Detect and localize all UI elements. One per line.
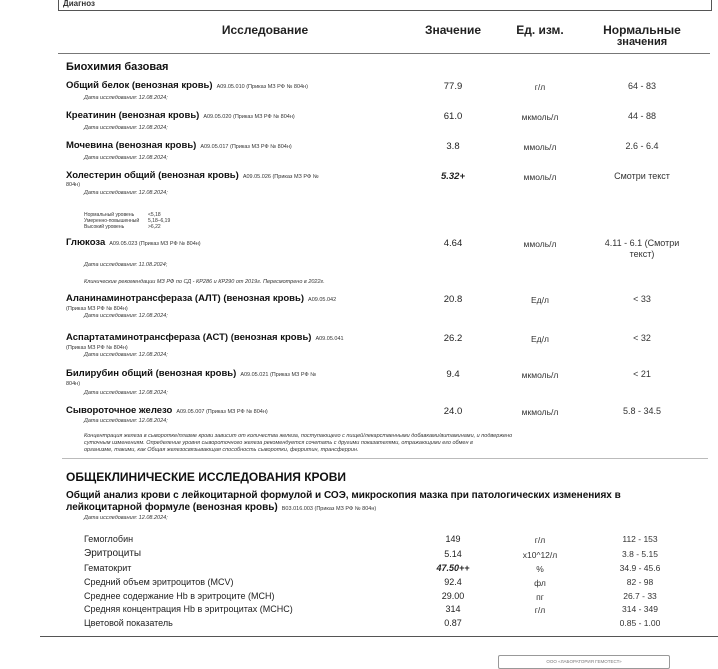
test-ref: A09.05.017 (Приказ МЗ РФ № 804н)	[200, 144, 292, 150]
test-name-bilirubin	[66, 368, 316, 381]
cbc-ref: B03.016.003 (Приказ МЗ РФ № 804н)	[281, 506, 377, 512]
unit-urea: ммоль/л	[523, 142, 557, 152]
cbc-value-mch: 29.00	[441, 591, 465, 601]
norm-iron: 5.8 - 34.5	[622, 406, 662, 416]
test-ref-cont: (Приказ МЗ РФ № 804н)	[66, 306, 128, 312]
lab-stamp-text: ООО «ЛАБОРАТОРИЯ ГЕМОТЕСТ»	[546, 659, 622, 664]
norm-alt: < 33	[633, 294, 651, 304]
test-ref-cont: 804н)	[66, 182, 81, 188]
cbc-norm-hct: 34.9 - 45.6	[619, 563, 661, 573]
section-clinical: ОБЩЕКЛИНИЧЕСКИЕ ИССЛЕДОВАНИЯ КРОВИ	[66, 470, 346, 484]
cbc-title-line1: Общий анализ крови с лейкоцитарной формулой и СОЭ, микроскопия мазка при патологических изменениях в	[66, 490, 621, 501]
test-date: Дата исследования: 12.08.2024;	[84, 95, 168, 101]
diagnosis-label: Диагноз	[63, 0, 95, 8]
test-name-protein	[66, 80, 308, 93]
cbc-name-mcv: Средний объем эритроцитов (MCV)	[84, 577, 234, 587]
test-date: Дата исследования: 12.08.2024;	[84, 390, 168, 396]
test-name-text: Аланинаминотрансфераза (АЛТ) (венозная кровь)	[66, 293, 305, 304]
cbc-value-hct: 47.50++	[436, 563, 470, 573]
test-name-alt	[66, 293, 336, 306]
test-name-iron	[66, 405, 268, 418]
test-name-text: Общий белок (венозная кровь)	[66, 80, 213, 91]
cbc-unit-rbc: x10^12/л	[522, 550, 558, 560]
chol-level-label: Высокий уровень	[84, 224, 125, 230]
chol-level-label: Нормальный уровень	[84, 212, 135, 218]
test-name-urea	[66, 140, 292, 153]
diagnosis-box	[58, 0, 712, 11]
header-divider	[58, 53, 710, 54]
chol-level-value: 5,18–6,19	[148, 218, 171, 224]
test-name-creatinine	[66, 110, 295, 123]
unit-alt: Ед/л	[531, 295, 549, 305]
value-cholesterol: 5.32+	[440, 171, 466, 182]
value-urea: 3.8	[446, 141, 460, 152]
value-alt: 20.8	[443, 294, 463, 305]
test-name-text: Глюкоза	[66, 237, 106, 248]
header-norm-line1: Нормальные	[603, 23, 681, 37]
test-date: Дата исследования: 12.08.2024;	[84, 352, 168, 358]
unit-iron: мкмоль/л	[521, 407, 559, 417]
norm-urea: 2.6 - 6.4	[625, 141, 659, 151]
cbc-date: Дата исследования: 12.08.2024;	[84, 515, 168, 521]
test-date: Дата исследования: 11.08.2024;	[84, 262, 168, 268]
test-date: Дата исследования: 12.08.2024;	[84, 418, 168, 424]
test-ref: A09.05.041	[315, 336, 344, 342]
cbc-norm-mcv: 82 - 98	[626, 577, 654, 587]
norm-line: 4.11 - 6.1 (Смотри	[604, 238, 680, 248]
cbc-title	[66, 490, 706, 515]
cbc-norm-mchc: 314 - 349	[622, 604, 658, 614]
unit-cholesterol: ммоль/л	[523, 172, 557, 182]
norm-glucose	[582, 238, 702, 260]
test-ref: A09.05.023 (Приказ МЗ РФ № 804н)	[109, 241, 201, 247]
unit-protein: г/л	[534, 82, 546, 92]
iron-note-line: Концентрация железа в сыворотке/плазме крови зависит от количества железа, поступающего с пищей/лекарственными добавками/витаминами, и подвержено	[84, 433, 513, 439]
cbc-unit-mcv: фл	[534, 578, 546, 588]
cbc-name-ci: Цветовой показатель	[84, 618, 173, 628]
cbc-value-rbc: 5.14	[444, 549, 462, 559]
cbc-unit-hct: %	[536, 564, 544, 574]
unit-bilirubin: мкмоль/л	[521, 370, 559, 380]
test-date: Дата исследования: 12.08.2024;	[84, 155, 168, 161]
test-name-text: Билирубин общий (венозная кровь)	[66, 368, 237, 379]
cbc-name-hgb: Гемоглобин	[84, 534, 134, 544]
cbc-value-mchc: 314	[445, 604, 461, 614]
cbc-name-mchc: Средняя концентрация Hb в эритроцитах (MCHC)	[84, 604, 293, 614]
value-glucose: 4.64	[443, 238, 463, 249]
cbc-norm-mch: 26.7 - 33	[623, 591, 657, 601]
norm-cholesterol: Смотри текст	[614, 171, 670, 181]
chol-level-label: Умеренно-повышенный	[84, 218, 140, 224]
chol-level-value: >6,22	[148, 224, 161, 230]
test-ref: A09.05.010 (Приказ МЗ РФ № 804н)	[216, 84, 308, 90]
cbc-unit-mchc: г/л	[534, 605, 546, 615]
section-biochem: Биохимия базовая	[66, 61, 169, 73]
header-test: Исследование	[221, 23, 309, 37]
test-ref-cont: 804н)	[66, 381, 81, 387]
test-ref: A09.05.026 (Приказ МЗ РФ №	[242, 174, 319, 180]
value-iron: 24.0	[443, 406, 463, 417]
chol-level-values	[148, 212, 198, 230]
value-protein: 77.9	[443, 81, 463, 92]
test-name-text: Холестерин общий (венозная кровь)	[66, 170, 239, 181]
cbc-value-mcv: 92.4	[444, 577, 462, 587]
test-name-text: Мочевина (венозная кровь)	[66, 140, 197, 151]
test-ref: A09.05.007 (Приказ МЗ РФ № 804н)	[176, 409, 268, 415]
norm-bilirubin: < 21	[633, 369, 651, 379]
test-ref: A09.05.021 (Приказ МЗ РФ №	[240, 372, 317, 378]
norm-protein: 64 - 83	[627, 81, 657, 91]
cbc-name-hct: Гематокрит	[84, 563, 132, 573]
cbc-name-mch: Среднее содержание Hb в эритроците (MCH)	[84, 591, 275, 601]
norm-line: текст)	[629, 249, 655, 259]
test-ref-cont: (Приказ МЗ РФ № 804н)	[66, 345, 128, 351]
test-name-ast	[66, 332, 344, 345]
value-ast: 26.2	[443, 333, 463, 344]
header-unit: Ед. изм.	[516, 23, 564, 37]
lab-stamp	[498, 655, 670, 669]
test-ref: A09.05.042	[308, 297, 337, 303]
cbc-value-hgb: 149	[445, 534, 461, 544]
bottom-divider	[40, 636, 718, 637]
cbc-norm-rbc: 3.8 - 5.15	[622, 549, 658, 559]
test-name-text: Сывороточное железо	[66, 405, 173, 416]
glucose-note: Клинические рекомендации МЗ РФ по СД - КР286 и КР290 от 2019г. Пересмотрено в 2022г.	[84, 279, 325, 285]
cbc-title-line2-wrap	[66, 502, 706, 515]
header-value: Значение	[424, 23, 482, 37]
section-divider	[62, 458, 708, 459]
norm-ast: < 32	[633, 333, 651, 343]
unit-glucose: ммоль/л	[523, 239, 557, 249]
test-name-cholesterol	[66, 170, 319, 183]
header-norm	[582, 24, 702, 48]
value-bilirubin: 9.4	[446, 369, 460, 380]
value-creatinine: 61.0	[443, 111, 463, 122]
cbc-unit-mch: пг	[536, 592, 544, 602]
cbc-name-rbc: Эритроциты	[84, 548, 142, 559]
unit-ast: Ед/л	[531, 334, 549, 344]
cbc-title-line2: лейкоцитарной формуле (венозная кровь)	[66, 502, 278, 513]
norm-creatinine: 44 - 88	[627, 111, 657, 121]
iron-note	[84, 433, 702, 454]
cbc-norm-ci: 0.85 - 1.00	[619, 618, 661, 628]
test-name-text: Креатинин (венозная кровь)	[66, 110, 200, 121]
test-date: Дата исследования: 12.08.2024;	[84, 190, 168, 196]
test-name-glucose	[66, 237, 201, 250]
test-date: Дата исследования: 12.08.2024;	[84, 313, 168, 319]
cbc-unit-hgb: г/л	[534, 535, 546, 545]
unit-creatinine: мкмоль/л	[521, 112, 559, 122]
iron-note-line: организме, такими, как Общая железосвязывающая способность сыворотки, ферритин, трансферрин.	[84, 447, 359, 453]
header-norm-line2: значения	[616, 36, 668, 48]
test-date: Дата исследования: 12.08.2024;	[84, 125, 168, 131]
chol-level-value: <5,18	[148, 212, 161, 218]
test-ref: A09.05.020 (Приказ МЗ РФ № 804н)	[203, 114, 295, 120]
cbc-value-ci: 0.87	[444, 618, 462, 628]
iron-note-line: суточным изменениям. Определение уровня сывороточного железа рекомендуется сочетать с другими показателями, отражающими его обмен в	[84, 440, 473, 446]
test-name-text: Аспартатаминотрансфераза (АСТ) (венозная кровь)	[66, 332, 312, 343]
cbc-norm-hgb: 112 - 153	[622, 534, 658, 544]
